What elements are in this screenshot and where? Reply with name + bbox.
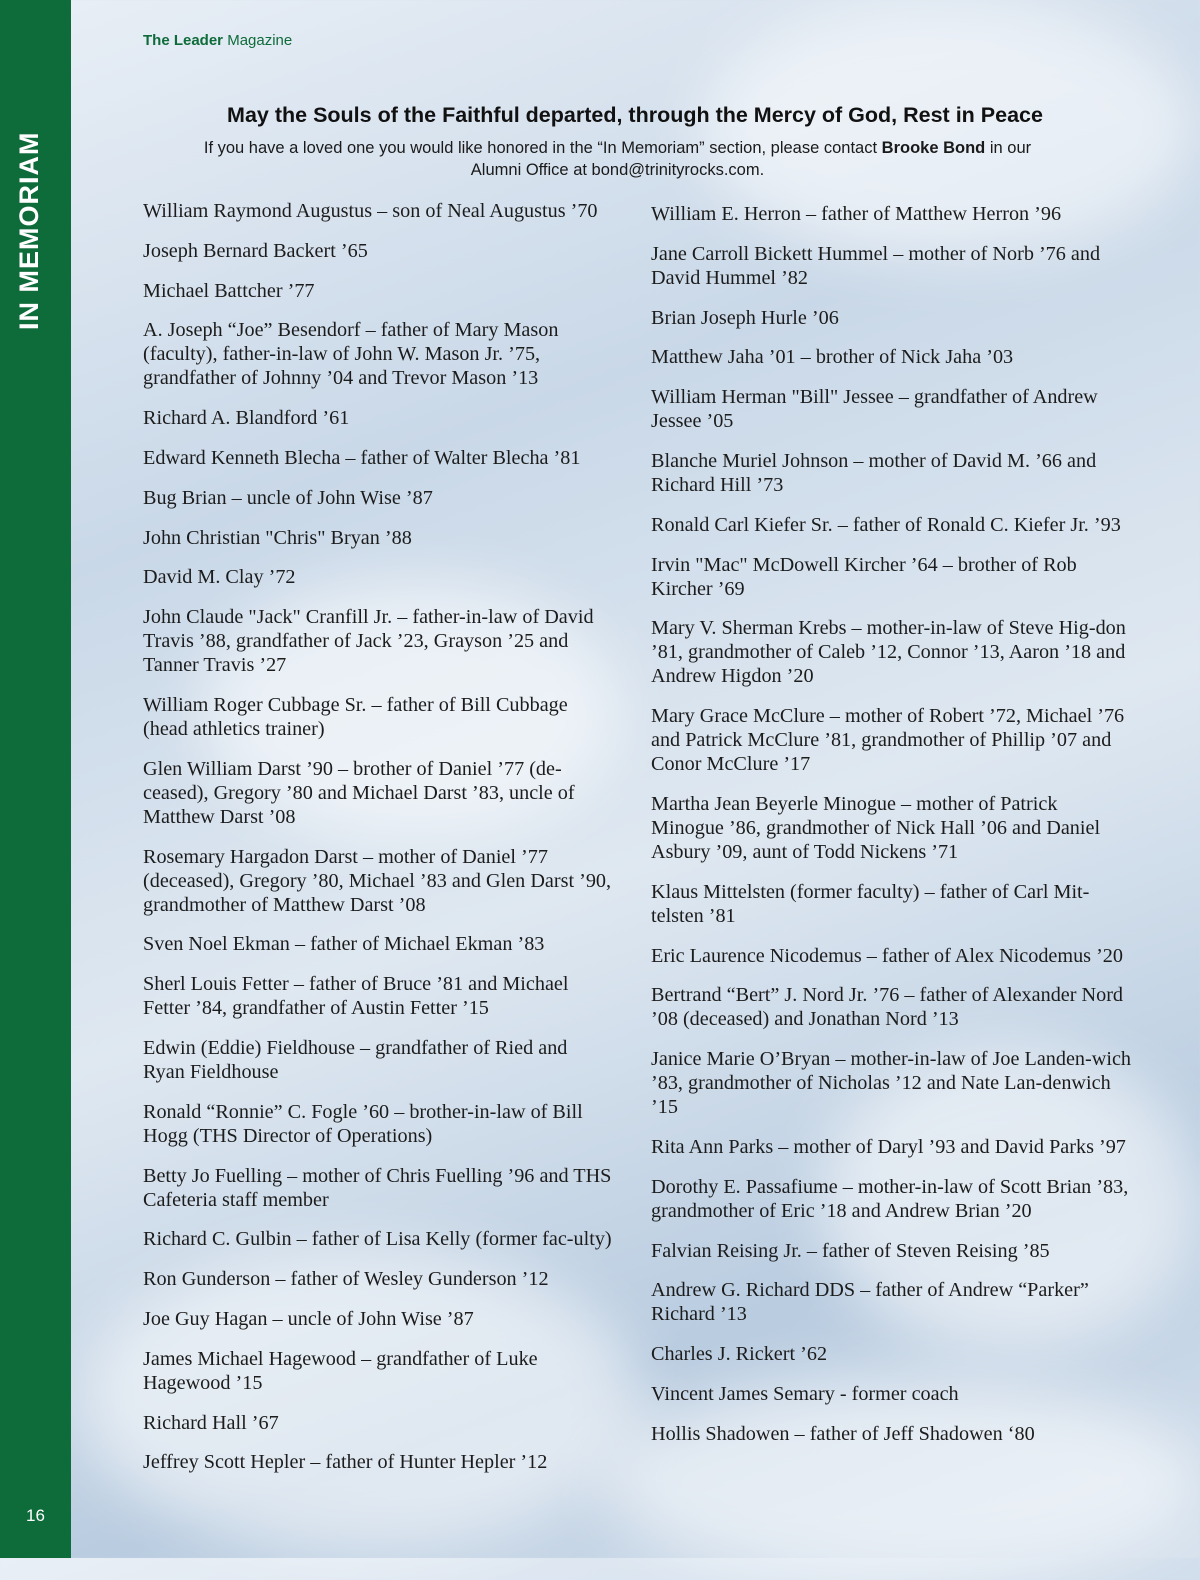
memorial-entry: Betty Jo Fuelling – mother of Chris Fuelling ’96 and THS Cafeteria staff member — [143, 1164, 612, 1211]
memorial-entry: James Michael Hagewood – grandfather of Luke Hagewood ’15 — [143, 1347, 538, 1394]
memorial-entry: Blanche Muriel Johnson – mother of David M. ’66 and Richard Hill ’73 — [651, 449, 1097, 496]
memorial-entry: Klaus Mittelsten (former faculty) – father of Carl Mit-telsten ’81 — [651, 880, 1090, 927]
magazine-name — [143, 32, 292, 49]
memorial-entry: Vincent James Semary - former coach — [651, 1382, 959, 1405]
memorial-entry: William Raymond Augustus – son of Neal Augustus ’70 — [143, 200, 598, 222]
memorial-entry: David M. Clay ’72 — [143, 566, 296, 589]
memorial-entry: William Roger Cubbage Sr. – father of Bill Cubbage (head athletics trainer) — [143, 693, 568, 740]
memorial-entry: Rita Ann Parks – mother of Daryl ’93 and David Parks ’97 — [651, 1135, 1126, 1158]
memorial-entry: Rosemary Hargadon Darst – mother of Daniel ’77 (deceased), Gregory ’80, Michael ’83 and Glen Darst ’90, grandmother of Matthew Darst ’08 — [143, 845, 612, 916]
memorial-entry: Bug Brian – uncle of John Wise ’87 — [143, 486, 433, 509]
memorial-entry: Ron Gunderson – father of Wesley Gunderson ’12 — [143, 1268, 549, 1291]
memorial-entry: Richard C. Gulbin – father of Lisa Kelly (former fac-ulty) — [143, 1228, 612, 1251]
memorial-entry: Sven Noel Ekman – father of Michael Ekman ’83 — [143, 933, 545, 956]
memorial-entry: Glen William Darst ’90 – brother of Daniel ’77 (de-ceased), Gregory ’80 and Michael Darst ’83, uncle of Matthew Darst ’08 — [143, 757, 575, 828]
intro-part1: If you have a loved one you would like honored in the “In Memoriam” section, please contact — [203, 139, 882, 157]
memorial-entry: Joe Guy Hagan – uncle of John Wise ’87 — [143, 1307, 474, 1330]
memorial-entry: John Christian "Chris" Bryan ’88 — [143, 526, 412, 549]
page-headline: May the Souls of the Faithful departed, through the Mercy of God, Rest in Peace — [227, 103, 1043, 127]
intro-part2: in our Alumni Office at bond@trinityrocks.com. — [470, 139, 1032, 179]
memorial-entry: Brian Joseph Hurle ’06 — [651, 306, 839, 329]
memorial-entry: Dorothy E. Passafiume – mother-in-law of Scott Brian ’83, grandmother of Eric ’18 and Andrew Brian ’20 — [651, 1175, 1129, 1222]
right-column — [651, 202, 1131, 1462]
memorial-entry: Eric Laurence Nicodemus – father of Alex Nicodemus ’20 — [651, 944, 1123, 967]
magazine-brand: The Leader — [143, 32, 224, 49]
section-title: IN MEMORIAM — [14, 131, 44, 330]
memorial-entry: Hollis Shadowen – father of Jeff Shadowen ‘80 — [651, 1422, 1035, 1445]
memorial-entry: Falvian Reising Jr. – father of Steven Reising ’85 — [651, 1239, 1050, 1262]
memorial-entry: Ronald “Ronnie” C. Fogle ’60 – brother-in-law of Bill Hogg (THS Director of Operations) — [143, 1100, 583, 1147]
memorial-entry: A. Joseph “Joe” Besendorf – father of Mary Mason (faculty), father-in-law of John W. Mason Jr. ’75, grandfather of Johnny ’04 and Trevor Mason ’13 — [143, 319, 559, 390]
memorial-entry: Richard A. Blandford ’61 — [143, 407, 350, 430]
memorial-entry: Jeffrey Scott Hepler – father of Hunter Hepler ’12 — [143, 1451, 548, 1474]
memorial-entry: Ronald Carl Kiefer Sr. – father of Ronald C. Kiefer Jr. ’93 — [651, 513, 1121, 536]
sidebar — [0, 0, 71, 1558]
intro-text — [200, 137, 1035, 181]
memorial-entry: Martha Jean Beyerle Minogue – mother of Patrick Minogue ’86, grandmother of Nick Hall ’06 and Daniel Asbury ’09, aunt of Todd Nickens ’71 — [651, 792, 1101, 863]
memorial-entry: Edwin (Eddie) Fieldhouse – grandfather of Ried and Ryan Fieldhouse — [143, 1036, 568, 1083]
contact-name: Brooke Bond — [881, 139, 986, 157]
memorial-entry: John Claude "Jack" Cranfill Jr. – father-in-law of David Travis ’88, grandfather of Jack ’23, Grayson ’25 and Tanner Travis ’27 — [143, 606, 594, 677]
magazine-suffix: Magazine — [223, 32, 293, 49]
memorial-entry: Sherl Louis Fetter – father of Bruce ’81 and Michael Fetter ’84, grandfather of Austin Fetter ’15 — [143, 973, 569, 1020]
memorial-entry: Charles J. Rickert ’62 — [651, 1343, 828, 1366]
memorial-entry: William E. Herron – father of Matthew Herron ’96 — [651, 203, 1062, 225]
memorial-entry: William Herman "Bill" Jessee – grandfather of Andrew Jessee ’05 — [651, 386, 1098, 433]
memorial-entry: Matthew Jaha ’01 – brother of Nick Jaha ’03 — [651, 346, 1014, 369]
memorial-entry: Jane Carroll Bickett Hummel – mother of Norb ’76 and David Hummel ’82 — [651, 242, 1101, 289]
left-column — [143, 199, 613, 1490]
memorial-entry: Michael Battcher ’77 — [143, 279, 315, 302]
page-number: 16 — [26, 1506, 45, 1525]
memorial-entry: Mary V. Sherman Krebs – mother-in-law of Steve Hig-don ’81, grandmother of Caleb ’12, Connor ’13, Aaron ’18 and Andrew Higdon ’20 — [651, 617, 1126, 688]
memorial-entry: Bertrand “Bert” J. Nord Jr. ’76 – father of Alexander Nord ’08 (deceased) and Jonathan Nord ’13 — [651, 984, 1124, 1031]
memorial-entry: Janice Marie O’Bryan – mother-in-law of Joe Landen-wich ’83, grandmother of Nicholas ’12 and Nate Lan-denwich ’15 — [651, 1048, 1131, 1119]
memorial-entry: Richard Hall ’67 — [143, 1411, 279, 1434]
memorial-entry: Joseph Bernard Backert ’65 — [143, 239, 368, 262]
memorial-entry: Mary Grace McClure – mother of Robert ’72, Michael ’76 and Patrick McClure ’81, grandmother of Phillip ’07 and Conor McClure ’17 — [651, 705, 1125, 776]
memorial-entry: Irvin "Mac" McDowell Kircher ’64 – brother of Rob Kircher ’69 — [651, 553, 1077, 600]
memorial-entry: Edward Kenneth Blecha – father of Walter Blecha ’81 — [143, 446, 581, 469]
memorial-entry: Andrew G. Richard DDS – father of Andrew “Parker” Richard ’13 — [651, 1279, 1089, 1326]
